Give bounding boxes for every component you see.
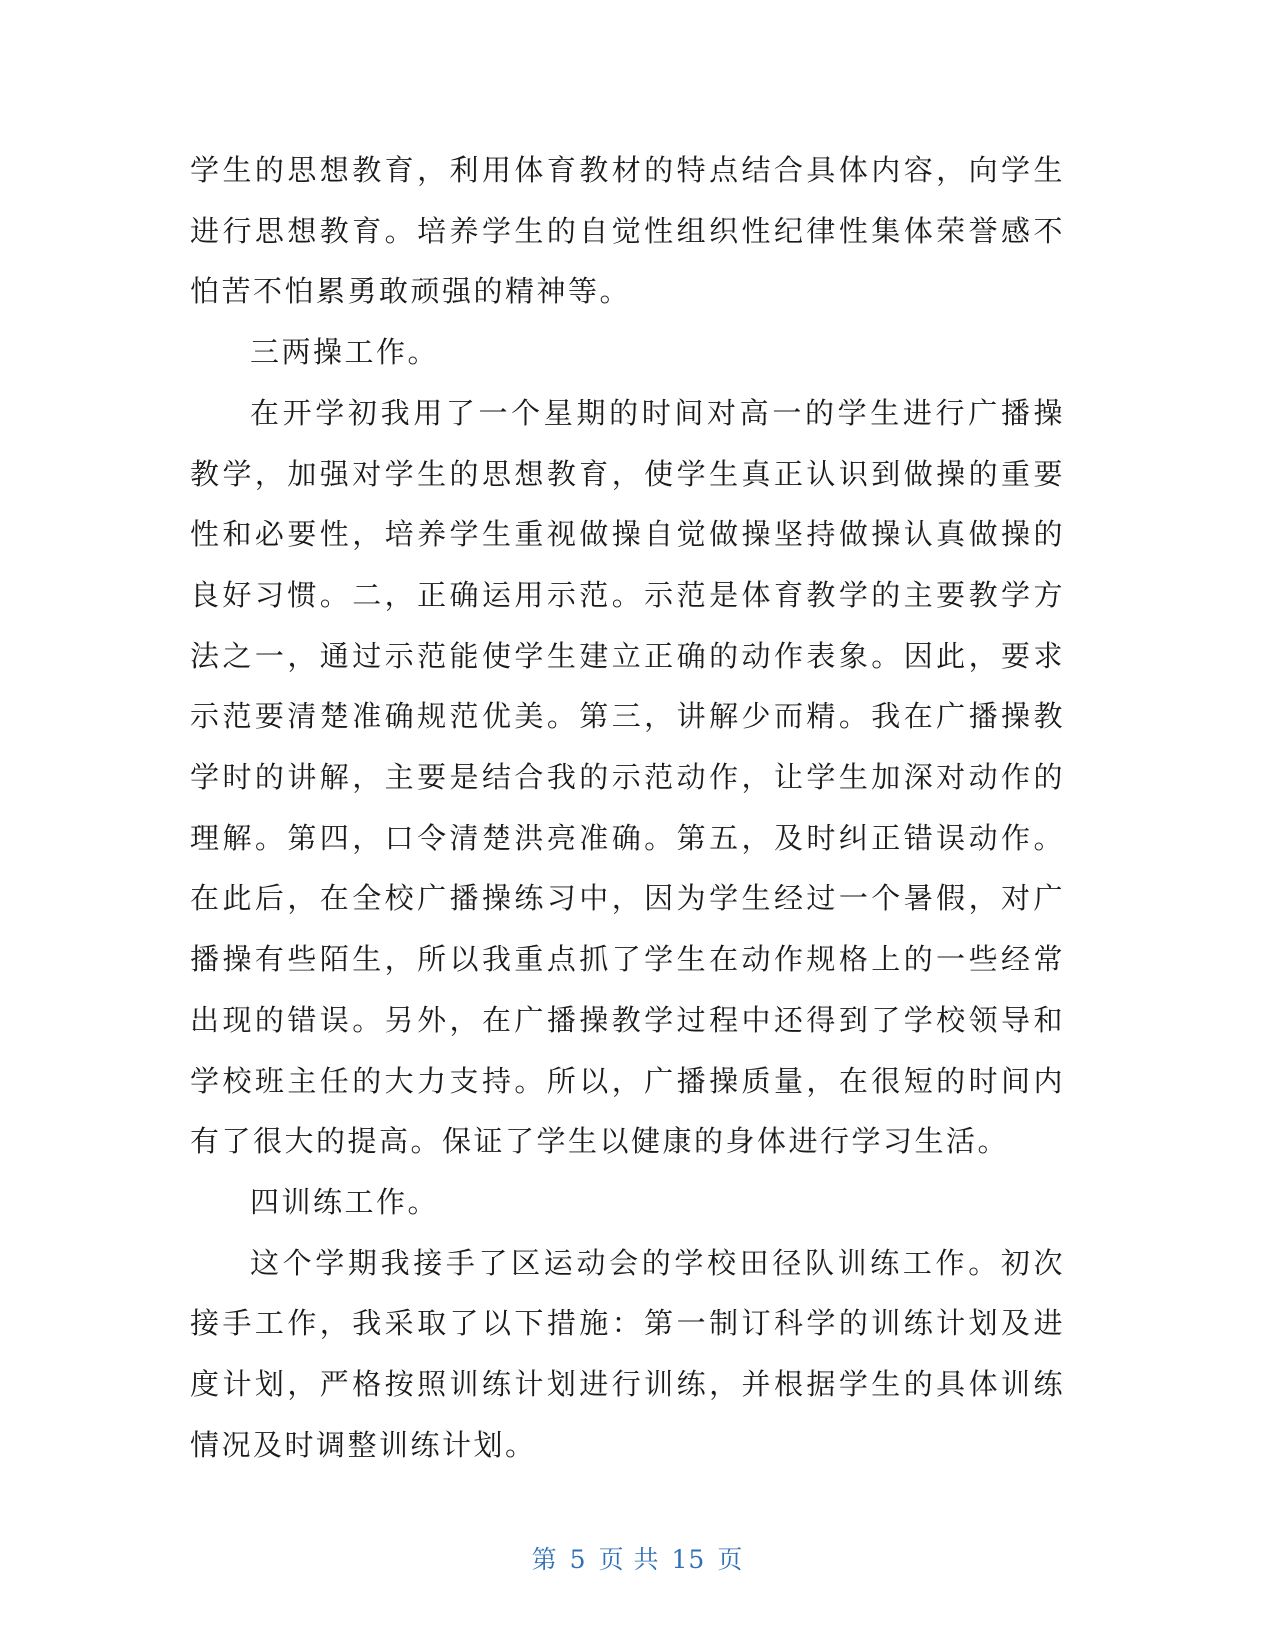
- heading-training-work: 四训练工作。: [250, 1184, 440, 1219]
- page-footer: [0, 1540, 1275, 1576]
- paragraph-broadcast-exercise: 在开学初我用了一个星期的时间对高一的学生进行广播操教学，加强对学生的思想教育，使学生真正认识到做操的重要性和必要性，培养学生重视做操自觉做操坚持做操认真做操的良好习惯。二，正确运用示范。示范是体育教学的主要教学方法之一，通过示范能使学生建立正确的动作表象。因此，要求示范要清楚准确规范优美。第三，讲解少而精。我在广播操教学时的讲解，主要是结合我的示范动作，让学生加深对动作的理解。第四，口令清楚洪亮准确。第五，及时纠正错误动作。在此后，在全校广播操练习中，因为学生经过一个暑假，对广播操有些陌生，所以我重点抓了学生在动作规格上的一些经常出现的错误。另外，在广播操教学过程中还得到了学校领导和学校班主任的大力支持。所以，广播操质量，在很短的时间内有了很大的提高。保证了学生以健康的身体进行学习生活。: [190, 395, 1065, 1159]
- footer-prefix: 第: [531, 1545, 558, 1574]
- footer-total-pages: 15: [671, 1545, 706, 1574]
- footer-middle: 页 共: [598, 1545, 660, 1574]
- footer-page-number: 5: [569, 1545, 587, 1574]
- paragraph-training: 这个学期我接手了区运动会的学校田径队训练工作。初次接手工作，我采取了以下措施：第一制订科学的训练计划及进度计划，严格按照训练计划进行训练，并根据学生的具体训练情况及时调整训练计划。: [190, 1245, 1065, 1462]
- heading-two-exercises: 三两操工作。: [250, 335, 440, 370]
- footer-suffix: 页: [717, 1545, 744, 1574]
- document-body: [190, 140, 1065, 1475]
- paragraph-intro: 学生的思想教育，利用体育教材的特点结合具体内容，向学生进行思想教育。培养学生的自觉性组织性纪律性集体荣誉感不怕苦不怕累勇敢顽强的精神等。: [190, 153, 1065, 309]
